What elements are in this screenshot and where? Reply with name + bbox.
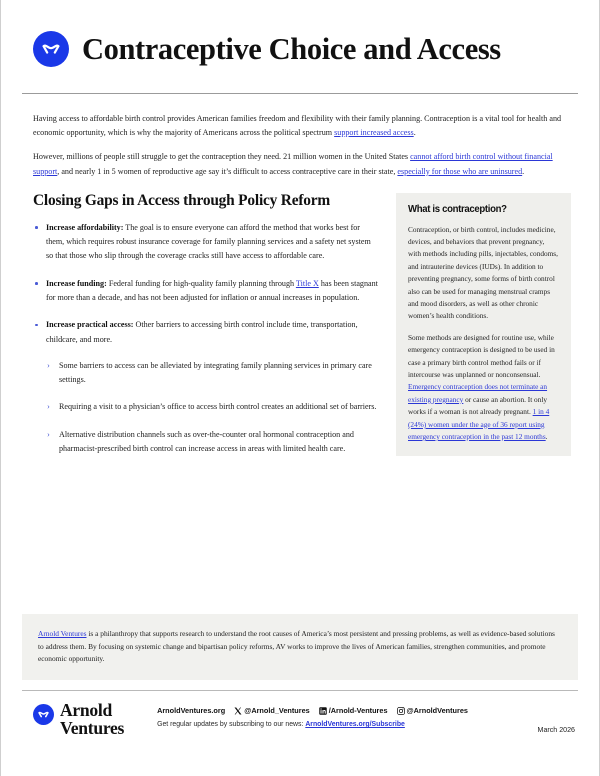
bullet-lead-label: Increase practical access: [46, 320, 134, 330]
twitter-handle: @Arnold_Ventures [244, 706, 310, 715]
footer-contact-block [157, 702, 537, 728]
document-footer [1, 702, 599, 737]
bullet-body-text: Other barriers to accessing birth control include time, transportation, childcare, and more. [46, 320, 358, 344]
intro-paragraph-2 [33, 150, 569, 178]
bullet-body-text: The goal is to ensure everyone can afford the method that works best for them, which requires robust insurance coverage for family planning services and a safety net system so that those who slip through the coverage cracks still have access to affordable care. [46, 222, 371, 261]
bullet-lead-label: Increase funding: [46, 278, 107, 288]
intro-section [33, 112, 569, 179]
linkedin-link[interactable] [319, 706, 388, 715]
content-columns [33, 193, 569, 470]
sidebar-paragraph-1: Contraception, or birth control, includes medicine, devices, and behaviors that prevent pregnancy, with methods including pills, injectables, condoms, and intrauterine devices (IUDs). In addition to preventing pregnancy, some forms of birth control also can be used for managing menstrual cramps and mood disorders, as well as other chronic women’s health conditions. [408, 224, 558, 321]
link-support-increased-access[interactable]: support increased access [334, 128, 414, 138]
publication-date: March 2026 [537, 726, 575, 735]
website-link[interactable] [157, 706, 225, 715]
sidebar-column [396, 193, 571, 457]
footer-brand [33, 702, 124, 737]
about-arnold-ventures-band [22, 614, 578, 680]
list-item: › Requiring a visit to a physician’s office to access birth control creates an additional set of barriers. [46, 400, 378, 414]
twitter-link[interactable] [234, 706, 310, 715]
list-item: › Alternative distribution channels such as over-the-counter oral hormonal contraception and pharmacist-prescribed birth control can increase access in areas with limited health care. [46, 428, 378, 457]
intro-p1-text-a: Having access to affordable birth control provides American families freedom and flexibility with their family planning. Contraception is a vital tool for health and economic opportunity, which is why the majority of Americans across the political spectrum [33, 114, 562, 138]
instagram-icon [397, 707, 405, 715]
about-text [38, 628, 562, 666]
x-twitter-icon [234, 707, 242, 715]
link-title-x[interactable]: Title X [295, 278, 319, 288]
link-emergency-contraception-info[interactable]: Emergency contraception does not terminate an existing pregnancy [408, 382, 548, 404]
link-subscribe[interactable]: ArnoldVentures.org/Subscribe [305, 721, 405, 728]
what-is-contraception-card [396, 193, 571, 457]
sidebar-p2-text-b: or cause an abortion. It only works if a woman is not already pregnant. [408, 394, 548, 417]
subscribe-label: Get regular updates by subscribing to our news: [157, 721, 306, 728]
policy-reform-list [33, 221, 378, 457]
list-item [33, 221, 378, 264]
sidebar-paragraph-2 [408, 332, 559, 444]
practical-access-sublist [46, 359, 378, 456]
about-description-text: is a philanthropy that supports research to understand the root causes of America’s most persistent and pressing problems, as well as evidence-based solutions to address them. By focusing on systemic change and bipartisan policy reforms, AV works to improve the lives of American families, strengthen communities, and promote economic opportunity. [38, 629, 555, 664]
intro-p2-text-b: , and nearly 1 in 5 women of reproductive age say it’s difficult to access contraceptive care in their state, [57, 166, 398, 176]
bullet-body-text-b: has been stagnant for more than a decade, and has not been adjusted for inflation or annual increases in population. [46, 278, 378, 302]
sidebar-card-title: What is contraception? [408, 203, 507, 215]
brand-name-line1: Arnold [60, 700, 112, 720]
linkedin-handle: /Arnold-Ventures [328, 706, 388, 715]
linkedin-icon [319, 707, 327, 715]
list-item [33, 277, 378, 306]
section-heading: Closing Gaps in Access through Policy Reform [33, 191, 331, 209]
link-arnold-ventures[interactable]: Arnold Ventures [38, 629, 87, 638]
intro-p2-text-c: . [522, 166, 525, 176]
list-item: › Some barriers to access can be alleviated by integrating family planning services in primary care settings. [46, 359, 378, 388]
arnold-ventures-logo-icon [33, 31, 69, 67]
sidebar-p2-text-a: Some methods are designed for routine use, while emergency contraception is designed to be used in case a primary birth control method fails or if intercourse was unplanned or nonconsensual. [408, 332, 555, 379]
subscribe-row [157, 721, 537, 728]
link-especially-uninsured[interactable]: especially for those who are uninsured [397, 166, 523, 176]
intro-p1-text-b: . [413, 128, 416, 138]
link-one-in-four-statistic[interactable]: 1 in 4 (24%) women under the age of 36 report using emergency contraception in the past 12 months [408, 407, 550, 442]
intro-paragraph-1 [33, 112, 569, 140]
instagram-link[interactable] [397, 706, 468, 715]
bullet-lead-label: Increase affordability: [46, 222, 124, 232]
arnold-ventures-logo-icon-small [33, 704, 54, 725]
social-links-row [157, 706, 537, 715]
sidebar-p2-text-c: . [545, 432, 548, 442]
brand-name-line2: Ventures [60, 717, 125, 738]
footer-divider [22, 690, 578, 691]
bullet-body-text-a: Federal funding for high-quality family planning through [106, 278, 296, 288]
instagram-handle: @ArnoldVentures [406, 706, 468, 715]
list-item [33, 318, 378, 456]
main-column [33, 193, 378, 470]
intro-p2-text-a: However, millions of people still struggle to get the contraception they need. 21 million women in the United States [33, 152, 411, 162]
website-label: ArnoldVentures.org [157, 706, 226, 715]
link-cannot-afford-birth-control[interactable]: cannot afford birth control without financial support [33, 152, 553, 176]
document-header [1, 0, 599, 67]
page-title: Contraceptive Choice and Access [82, 31, 501, 66]
